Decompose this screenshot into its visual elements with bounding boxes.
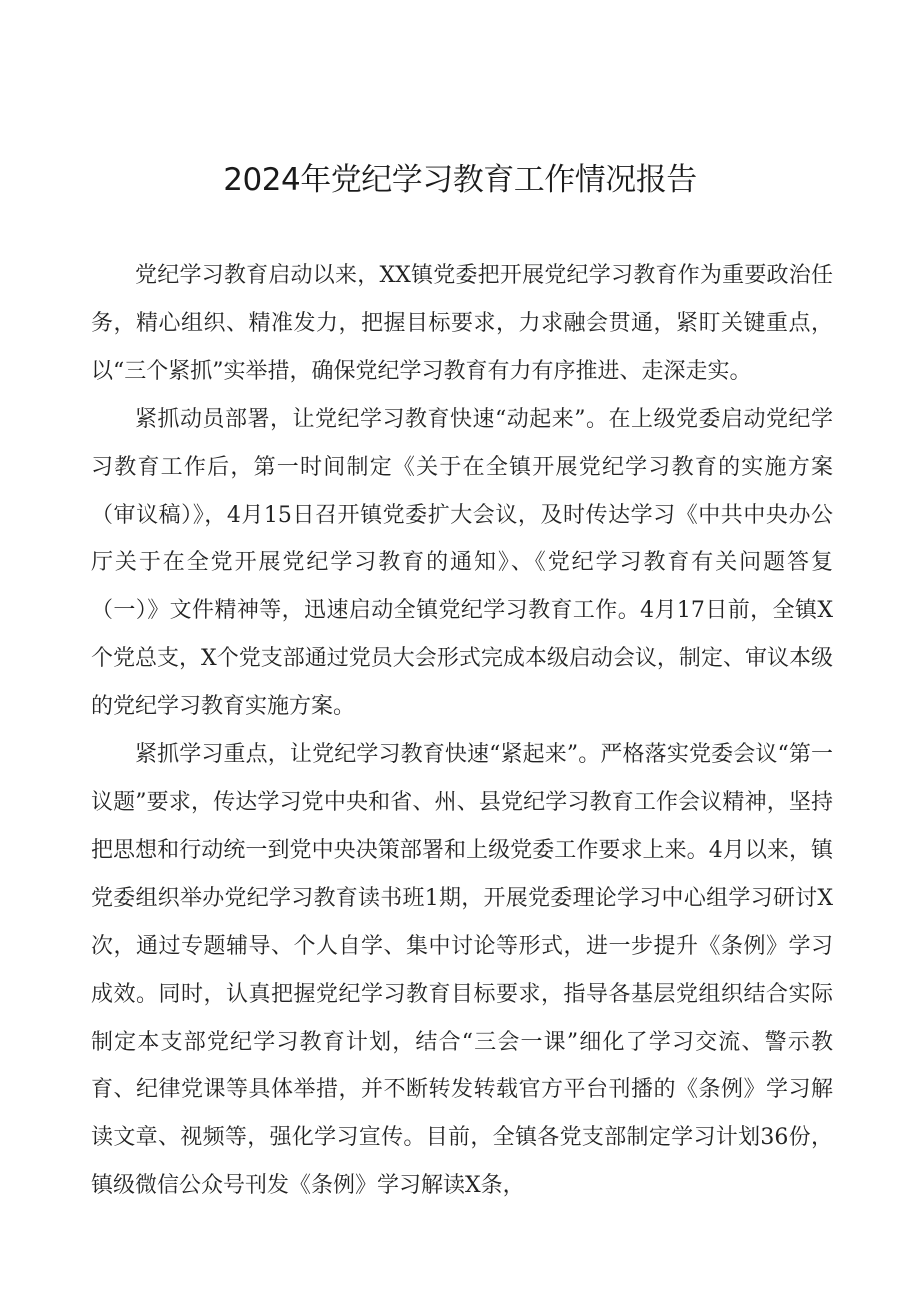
document-body	[91, 252, 833, 1210]
paragraph-intro: 党纪学习教育启动以来，XX镇党委把开展党纪学习教育作为重要政治任务，精心组织、精准发力，把握目标要求，力求融会贯通，紧盯关键重点，以“三个紧抓”实举措，确保党纪学习教育有力有序推进、走深走实。	[91, 263, 833, 384]
paragraph-mobilization: 紧抓动员部署，让党纪学习教育快速“动起来”。在上级党委启动党纪学习教育工作后，第一时间制定《关于在全镇开展党纪学习教育的实施方案（审议稿）》，4月15日召开镇党委扩大会议，及时传达学习《中共中央办公厅关于在全党开展党纪学习教育的通知》、《党纪学习教育有关问题答复（一）》文件精神等，迅速启动全镇党纪学习教育工作。4月17日前，全镇X个党总支，X个党支部通过党员大会形式完成本级启动会议，制定、审议本级的党纪学习教育实施方案。	[91, 406, 833, 720]
paragraph-study-focus: 紧抓学习重点，让党纪学习教育快速“紧起来”。严格落实党委会议“第一议题”要求，传达学习党中央和省、州、县党纪学习教育工作会议精神，坚持把思想和行动统一到党中央决策部署和上级党委工作要求上来。4月以来，镇党委组织举办党纪学习教育读书班1期，开展党委理论学习中心组学习研讨X次，通过专题辅导、个人自学、集中讨论等形式，进一步提升《条例》学习成效。同时，认真把握党纪学习教育目标要求，指导各基层党组织结合实际制定本支部党纪学习教育计划，结合“三会一课”细化了学习交流、警示教育、纪律党课等具体举措，并不断转发转载官方平台刊播的《条例》学习解读文章、视频等，强化学习宣传。目前，全镇各党支部制定学习计划36份，镇级微信公众号刊发《条例》学习解读X条，	[91, 742, 833, 1199]
document-title: 2024年党纪学习教育工作情况报告	[223, 162, 697, 198]
